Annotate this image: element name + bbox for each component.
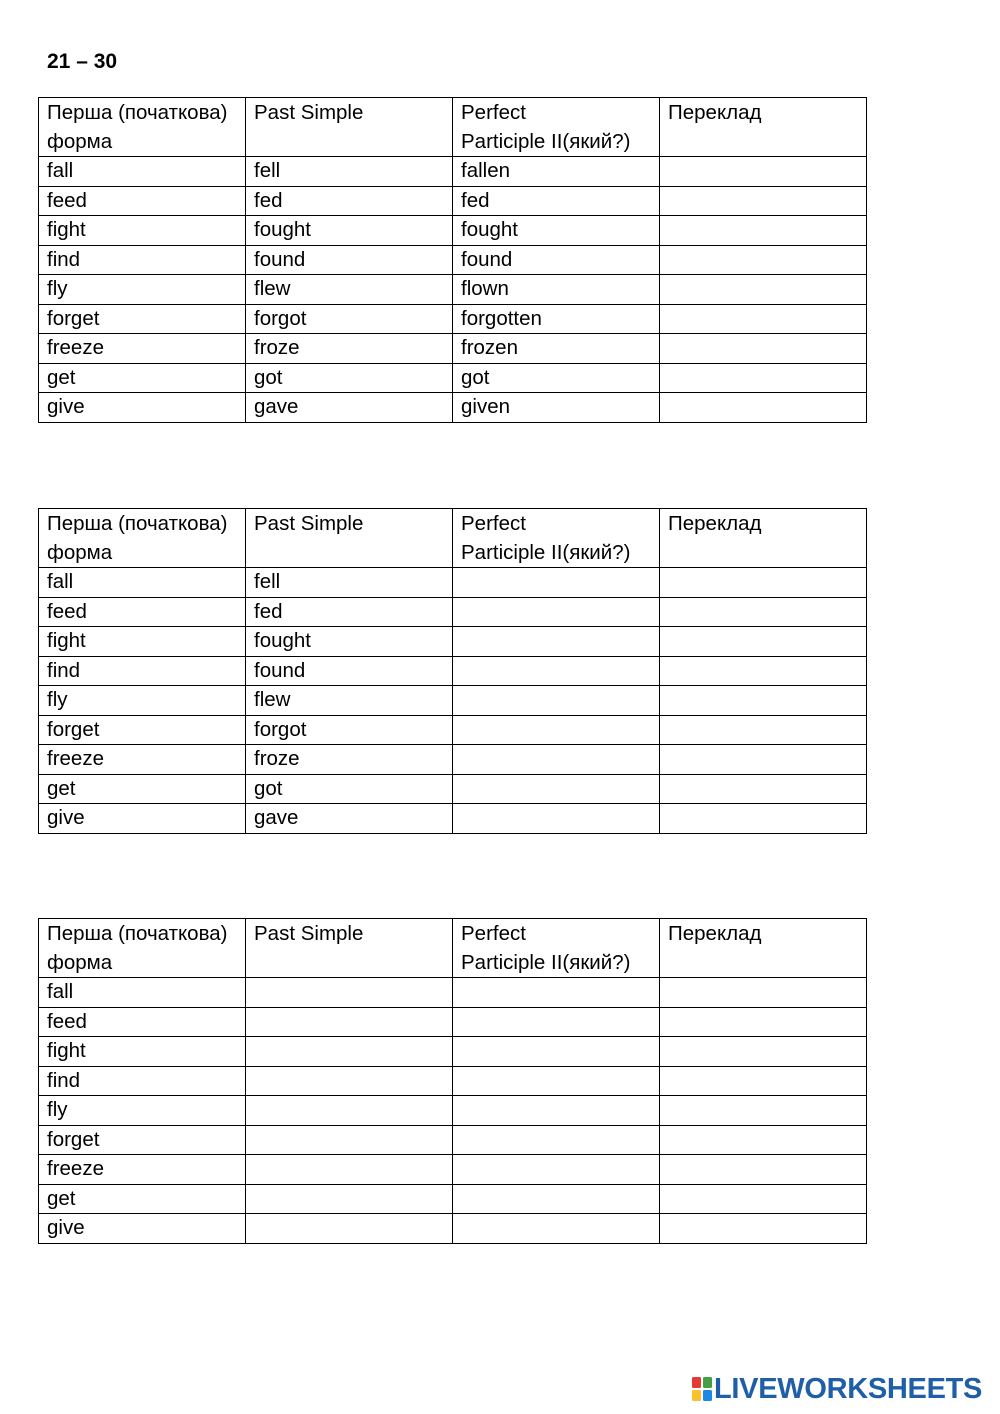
table-row <box>39 216 867 246</box>
cell-past-simple[interactable] <box>246 978 453 1008</box>
cell-translation[interactable] <box>660 1184 867 1214</box>
cell-perfect-participle: forgotten <box>453 304 660 334</box>
cell-past-simple[interactable] <box>246 1066 453 1096</box>
cell-translation[interactable] <box>660 978 867 1008</box>
cell-translation[interactable] <box>660 1214 867 1244</box>
cell-translation[interactable] <box>660 715 867 745</box>
table-row <box>39 804 867 834</box>
table-row <box>39 363 867 393</box>
table-row <box>39 1096 867 1126</box>
table-row <box>39 597 867 627</box>
table-row <box>39 1037 867 1067</box>
table-row <box>39 745 867 775</box>
cell-perfect-participle: fallen <box>453 157 660 187</box>
cell-perfect-participle[interactable] <box>453 656 660 686</box>
table-row <box>39 656 867 686</box>
cell-past-simple: forgot <box>246 304 453 334</box>
table-row <box>39 1184 867 1214</box>
cell-past-simple: fought <box>246 216 453 246</box>
table-row <box>39 978 867 1008</box>
cell-perfect-participle: flown <box>453 275 660 305</box>
cell-perfect-participle[interactable] <box>453 804 660 834</box>
header-base-form-line1: Перша (початкова) <box>47 512 228 535</box>
cell-base-form: fight <box>39 1037 246 1067</box>
cell-past-simple: got <box>246 774 453 804</box>
cell-perfect-participle[interactable] <box>453 597 660 627</box>
verb-forms-table <box>38 508 867 834</box>
cell-past-simple: fed <box>246 186 453 216</box>
header-base-form-line2: форма <box>47 540 113 564</box>
cell-base-form: fall <box>39 157 246 187</box>
cell-past-simple: fell <box>246 568 453 598</box>
cell-base-form: get <box>39 363 246 393</box>
cell-translation[interactable] <box>660 1066 867 1096</box>
liveworksheets-wordmark: LIVEWORKSHEETS <box>714 1372 983 1405</box>
cell-past-simple: forgot <box>246 715 453 745</box>
cell-translation[interactable] <box>660 568 867 598</box>
cell-perfect-participle: fought <box>453 216 660 246</box>
cell-past-simple: flew <box>246 275 453 305</box>
header-perfect-participle-line2: Participle II(який?) <box>461 129 631 153</box>
cell-past-simple[interactable] <box>246 1007 453 1037</box>
header-base-form-line1: Перша (початкова) <box>47 922 228 945</box>
cell-past-simple[interactable] <box>246 1184 453 1214</box>
table-row <box>39 627 867 657</box>
table-row <box>39 1125 867 1155</box>
cell-translation[interactable] <box>660 745 867 775</box>
table-row <box>39 1007 867 1037</box>
cell-translation[interactable] <box>660 597 867 627</box>
cell-perfect-participle[interactable] <box>453 1125 660 1155</box>
liveworksheets-logo-icon <box>692 1377 712 1401</box>
cell-past-simple: got <box>246 363 453 393</box>
header-past-simple: Past Simple <box>246 509 453 568</box>
cell-base-form: feed <box>39 597 246 627</box>
cell-translation[interactable] <box>660 1125 867 1155</box>
cell-base-form: fight <box>39 216 246 246</box>
header-perfect-participle <box>453 919 660 978</box>
cell-perfect-participle[interactable] <box>453 568 660 598</box>
header-base-form <box>39 98 246 157</box>
header-base-form <box>39 509 246 568</box>
cell-translation[interactable] <box>660 774 867 804</box>
table-row <box>39 715 867 745</box>
table-row <box>39 393 867 423</box>
cell-past-simple[interactable] <box>246 1096 453 1126</box>
header-perfect-participle-line1: Perfect <box>461 101 526 124</box>
verb-forms-table <box>38 97 867 423</box>
cell-translation[interactable] <box>660 1007 867 1037</box>
cell-past-simple[interactable] <box>246 1037 453 1067</box>
cell-translation[interactable] <box>660 656 867 686</box>
cell-base-form: give <box>39 1214 246 1244</box>
cell-base-form: freeze <box>39 334 246 364</box>
cell-translation[interactable] <box>660 1155 867 1185</box>
table-row <box>39 686 867 716</box>
page-title: 21 – 30 <box>47 50 118 73</box>
cell-base-form: get <box>39 1184 246 1214</box>
cell-translation[interactable] <box>660 216 867 246</box>
header-perfect-participle-line1: Perfect <box>461 922 526 945</box>
cell-translation[interactable] <box>660 1037 867 1067</box>
header-translation: Переклад <box>660 98 867 157</box>
table-header-row <box>39 509 867 568</box>
cell-translation[interactable] <box>660 1096 867 1126</box>
table-row <box>39 334 867 364</box>
header-translation: Переклад <box>660 509 867 568</box>
cell-translation[interactable] <box>660 334 867 364</box>
table-row <box>39 1155 867 1185</box>
cell-translation[interactable] <box>660 627 867 657</box>
cell-translation[interactable] <box>660 393 867 423</box>
header-past-simple: Past Simple <box>246 98 453 157</box>
cell-past-simple[interactable] <box>246 1125 453 1155</box>
cell-perfect-participle: given <box>453 393 660 423</box>
cell-base-form: fly <box>39 1096 246 1126</box>
table-row <box>39 1214 867 1244</box>
header-base-form-line1: Перша (початкова) <box>47 101 228 124</box>
cell-perfect-participle: fed <box>453 186 660 216</box>
cell-past-simple: flew <box>246 686 453 716</box>
liveworksheets-branding[interactable] <box>692 1373 982 1405</box>
cell-translation[interactable] <box>660 186 867 216</box>
cell-perfect-participle[interactable] <box>453 774 660 804</box>
cell-past-simple[interactable] <box>246 1214 453 1244</box>
cell-translation[interactable] <box>660 304 867 334</box>
cell-perfect-participle: found <box>453 245 660 275</box>
cell-base-form: forget <box>39 304 246 334</box>
cell-base-form: fly <box>39 275 246 305</box>
cell-perfect-participle[interactable] <box>453 715 660 745</box>
cell-translation[interactable] <box>660 363 867 393</box>
cell-past-simple: gave <box>246 393 453 423</box>
cell-perfect-participle[interactable] <box>453 1007 660 1037</box>
cell-translation[interactable] <box>660 275 867 305</box>
header-perfect-participle-line2: Participle II(який?) <box>461 950 631 974</box>
cell-base-form: give <box>39 393 246 423</box>
table-row <box>39 245 867 275</box>
cell-base-form: get <box>39 774 246 804</box>
cell-base-form: forget <box>39 1125 246 1155</box>
cell-perfect-participle[interactable] <box>453 745 660 775</box>
table-row <box>39 568 867 598</box>
cell-base-form: forget <box>39 715 246 745</box>
cell-past-simple: fought <box>246 627 453 657</box>
table-row <box>39 157 867 187</box>
table-row <box>39 304 867 334</box>
header-base-form <box>39 919 246 978</box>
cell-perfect-participle[interactable] <box>453 1155 660 1185</box>
cell-past-simple: found <box>246 656 453 686</box>
cell-perfect-participle[interactable] <box>453 1184 660 1214</box>
cell-perfect-participle[interactable] <box>453 686 660 716</box>
cell-base-form: feed <box>39 1007 246 1037</box>
table-header-row <box>39 98 867 157</box>
cell-past-simple[interactable] <box>246 1155 453 1185</box>
cell-base-form: fight <box>39 627 246 657</box>
cell-base-form: freeze <box>39 745 246 775</box>
cell-perfect-participle[interactable] <box>453 1037 660 1067</box>
table-row <box>39 186 867 216</box>
cell-past-simple: fed <box>246 597 453 627</box>
cell-base-form: find <box>39 656 246 686</box>
cell-perfect-participle[interactable] <box>453 1214 660 1244</box>
cell-perfect-participle[interactable] <box>453 978 660 1008</box>
cell-past-simple: found <box>246 245 453 275</box>
header-perfect-participle <box>453 98 660 157</box>
header-perfect-participle <box>453 509 660 568</box>
cell-base-form: find <box>39 1066 246 1096</box>
header-perfect-participle-line2: Participle II(який?) <box>461 540 631 564</box>
header-perfect-participle-line1: Perfect <box>461 512 526 535</box>
cell-base-form: freeze <box>39 1155 246 1185</box>
cell-past-simple: froze <box>246 745 453 775</box>
cell-base-form: find <box>39 245 246 275</box>
cell-translation[interactable] <box>660 245 867 275</box>
cell-base-form: give <box>39 804 246 834</box>
header-translation: Переклад <box>660 919 867 978</box>
table-header-row <box>39 919 867 978</box>
cell-translation[interactable] <box>660 157 867 187</box>
cell-perfect-participle: got <box>453 363 660 393</box>
table-row <box>39 774 867 804</box>
cell-perfect-participle: frozen <box>453 334 660 364</box>
cell-perfect-participle[interactable] <box>453 627 660 657</box>
cell-base-form: fly <box>39 686 246 716</box>
header-base-form-line2: форма <box>47 129 113 153</box>
cell-base-form: feed <box>39 186 246 216</box>
header-base-form-line2: форма <box>47 950 113 974</box>
table-row <box>39 1066 867 1096</box>
cell-base-form: fall <box>39 568 246 598</box>
cell-base-form: fall <box>39 978 246 1008</box>
table-row <box>39 275 867 305</box>
cell-past-simple: gave <box>246 804 453 834</box>
verb-forms-table <box>38 918 867 1244</box>
cell-translation[interactable] <box>660 804 867 834</box>
cell-past-simple: fell <box>246 157 453 187</box>
cell-past-simple: froze <box>246 334 453 364</box>
cell-perfect-participle[interactable] <box>453 1066 660 1096</box>
header-past-simple: Past Simple <box>246 919 453 978</box>
cell-translation[interactable] <box>660 686 867 716</box>
cell-perfect-participle[interactable] <box>453 1096 660 1126</box>
